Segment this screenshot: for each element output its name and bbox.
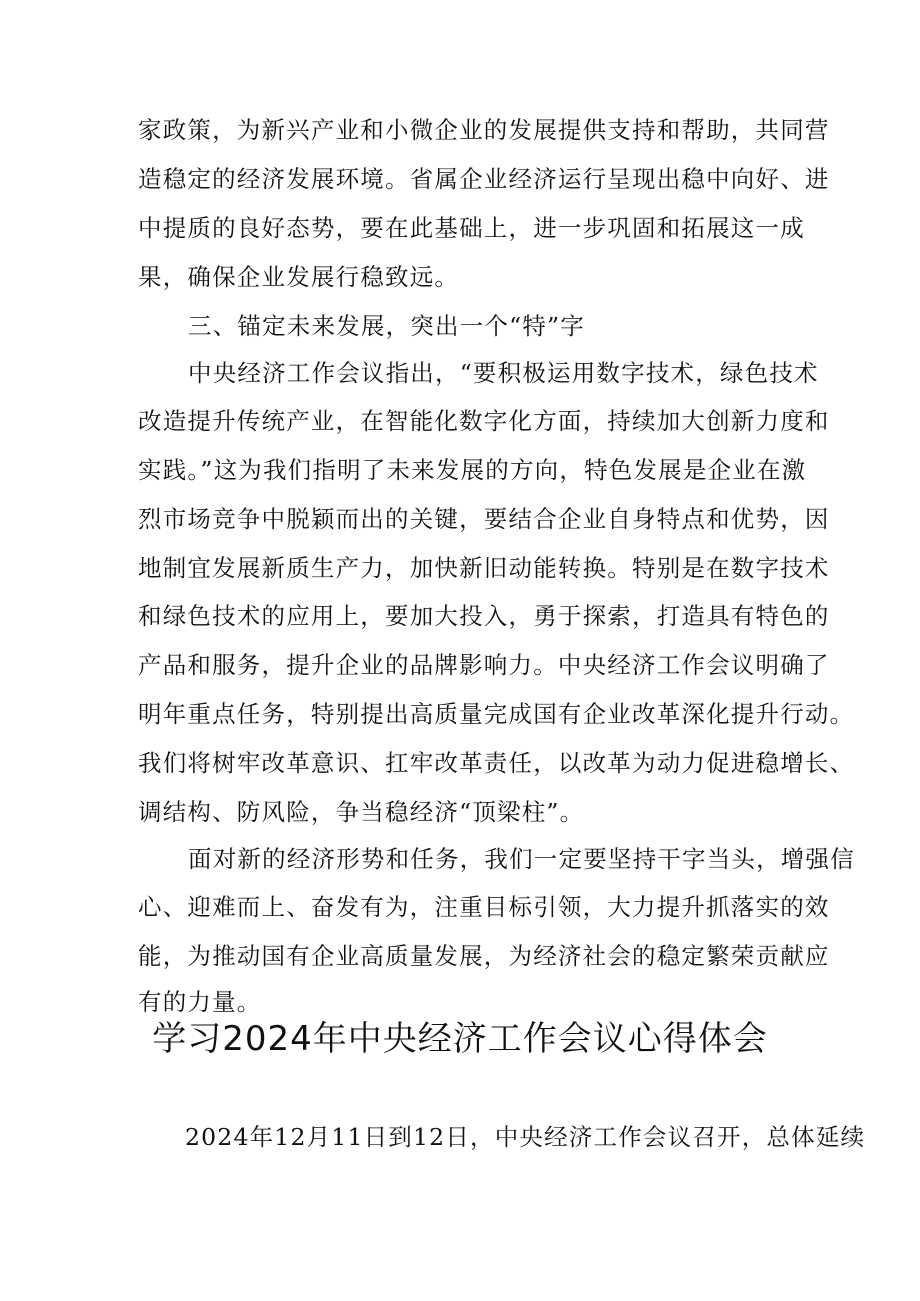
paragraph-line: 有的力量。 <box>138 988 262 1016</box>
paragraph-line: 造稳定的经济发展环境。省属企业经济运行呈现出稳中向好、进 <box>138 165 830 193</box>
paragraph-line: 烈市场竞争中脱颖而出的关键，要结合企业自身特点和优势，因 <box>138 505 830 533</box>
paragraph-line: 和绿色技术的应用上，要加大投入，勇于探索，打造具有特色的 <box>138 602 830 630</box>
section-heading: 三、锚定未来发展，突出一个“特”字 <box>188 312 585 340</box>
paragraph-line: 改造提升传统产业，在智能化数字化方面，持续加大创新力度和 <box>138 407 830 435</box>
paragraph-line: 心、迎难而上、奋发有为，注重目标引领，大力提升抓落实的效 <box>138 893 830 921</box>
paragraph-line: 2024年12月11日到12日，中央经济工作会议召开，总体延续 <box>185 1123 866 1151</box>
paragraph-line: 实践。”这为我们指明了未来发展的方向，特色发展是企业在激 <box>138 456 807 484</box>
paragraph-line: 地制宜发展新质生产力，加快新旧动能转换。特别是在数字技术 <box>138 554 830 582</box>
paragraph-line: 明年重点任务，特别提出高质量完成国有企业改革深化提升行动。 <box>138 700 855 728</box>
paragraph-line: 中央经济工作会议指出，“要积极运用数字技术，绿色技术 <box>188 359 819 387</box>
paragraph-line: 我们将树牢改革意识、扛牢改革责任，以改革为动力促进稳增长、 <box>138 749 855 777</box>
paragraph-line: 面对新的经济形势和任务，我们一定要坚持干字当头，增强信 <box>188 845 855 873</box>
paragraph-line: 产品和服务，提升企业的品牌影响力。中央经济工作会议明确了 <box>138 651 830 679</box>
article-title: 学习2024年中央经济工作会议心得体会 <box>152 1019 768 1059</box>
paragraph-line: 果，确保企业发展行稳致远。 <box>138 263 460 291</box>
paragraph-line: 家政策，为新兴产业和小微企业的发展提供支持和帮助，共同营 <box>138 116 830 144</box>
paragraph-line: 中提质的良好态势，要在此基础上，进一步巩固和拓展这一成 <box>138 214 805 242</box>
paragraph-line: 调结构、防风险，争当稳经济“顶梁柱”。 <box>138 798 585 826</box>
paragraph-line: 能，为推动国有企业高质量发展，为经济社会的稳定繁荣贡献应 <box>138 942 830 970</box>
